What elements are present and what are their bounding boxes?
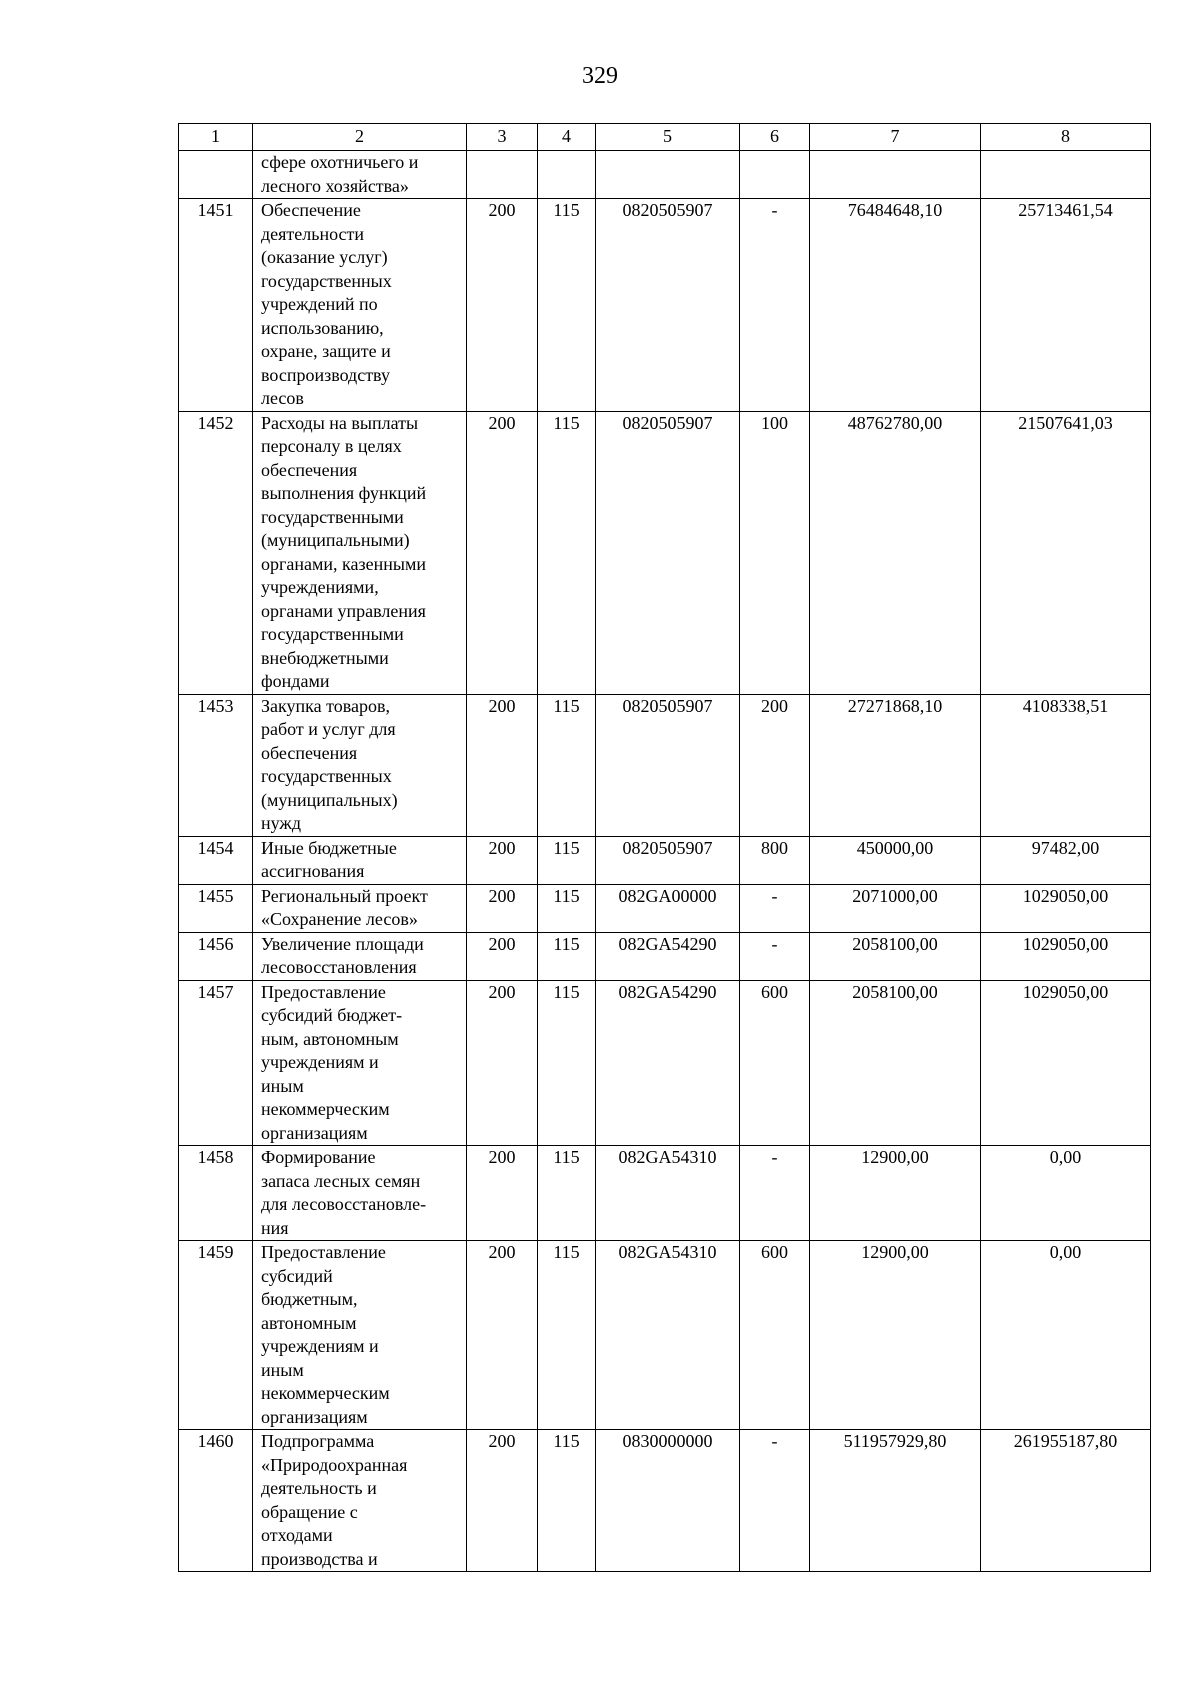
- cell-col-4: 115: [538, 884, 596, 932]
- column-header-3: 3: [467, 124, 538, 151]
- column-header-6: 6: [740, 124, 810, 151]
- item-name-text: Иные бюджетные ассигнования: [261, 837, 397, 881]
- cell-col-5: 082GA54310: [596, 1241, 740, 1430]
- cell-col-3: 200: [467, 980, 538, 1146]
- page-number: 329: [582, 63, 618, 89]
- cell-item-name: [253, 836, 467, 884]
- cell-line-number: 1452: [179, 411, 253, 694]
- cell-col-6: -: [740, 1146, 810, 1241]
- cell-col-3: 200: [467, 694, 538, 836]
- table-row: [179, 932, 1151, 980]
- cell-col-7: 2058100,00: [810, 932, 981, 980]
- cell-col-3: 200: [467, 411, 538, 694]
- item-name-text: Подпрограмма «Природоохранная деятельность и обращение с отходами производства и: [261, 1431, 408, 1569]
- table-header-row: [179, 124, 1151, 151]
- cell-item-name: [253, 932, 467, 980]
- item-name-text: Предоставление субсидий бюджетным, автономным учреждениям и иным некоммерческим организациям: [261, 1242, 390, 1427]
- cell-col-8: 0,00: [981, 1146, 1151, 1241]
- table-row: [179, 884, 1151, 932]
- item-name-text: Предоставление субсидий бюджет- ным, автономным учреждениям и иным некоммерческим организациям: [261, 981, 403, 1143]
- table-row: [179, 151, 1151, 199]
- cell-col-8: 1029050,00: [981, 884, 1151, 932]
- cell-item-name: [253, 694, 467, 836]
- cell-col-3: 200: [467, 199, 538, 412]
- cell-col-5: [596, 151, 740, 199]
- cell-line-number: 1459: [179, 1241, 253, 1430]
- cell-col-5: 082GA54290: [596, 980, 740, 1146]
- table-body: [179, 151, 1151, 1572]
- cell-col-5: 0820505907: [596, 199, 740, 412]
- cell-col-4: 115: [538, 1241, 596, 1430]
- cell-col-7: 27271868,10: [810, 694, 981, 836]
- cell-col-5: 0820505907: [596, 694, 740, 836]
- cell-col-4: [538, 151, 596, 199]
- cell-col-5: 082GA54290: [596, 932, 740, 980]
- column-header-5: 5: [596, 124, 740, 151]
- cell-col-7: 2071000,00: [810, 884, 981, 932]
- cell-col-7: [810, 151, 981, 199]
- column-header-1: 1: [179, 124, 253, 151]
- cell-col-4: 115: [538, 411, 596, 694]
- cell-item-name: [253, 411, 467, 694]
- cell-item-name: [253, 1146, 467, 1241]
- cell-col-7: 76484648,10: [810, 199, 981, 412]
- column-header-8: 8: [981, 124, 1151, 151]
- item-name-text: Обеспечение деятельности (оказание услуг) государственных учреждений по использованию, охране, защите и воспроизводству лесов: [261, 200, 392, 408]
- cell-col-8: 4108338,51: [981, 694, 1151, 836]
- cell-item-name: [253, 199, 467, 412]
- cell-col-8: [981, 151, 1151, 199]
- cell-line-number: 1460: [179, 1430, 253, 1572]
- table-row: [179, 1146, 1151, 1241]
- cell-line-number: 1456: [179, 932, 253, 980]
- cell-line-number: 1457: [179, 980, 253, 1146]
- table-row: [179, 836, 1151, 884]
- cell-col-8: 1029050,00: [981, 980, 1151, 1146]
- cell-col-7: 450000,00: [810, 836, 981, 884]
- cell-line-number: 1458: [179, 1146, 253, 1241]
- table-row: [179, 980, 1151, 1146]
- cell-col-6: -: [740, 884, 810, 932]
- cell-col-8: 261955187,80: [981, 1430, 1151, 1572]
- cell-item-name: [253, 980, 467, 1146]
- cell-col-6: 600: [740, 1241, 810, 1430]
- table-row: [179, 411, 1151, 694]
- table-row: [179, 1241, 1151, 1430]
- cell-col-3: 200: [467, 1241, 538, 1430]
- cell-line-number: 1454: [179, 836, 253, 884]
- cell-col-6: 800: [740, 836, 810, 884]
- cell-col-8: 25713461,54: [981, 199, 1151, 412]
- cell-col-8: 21507641,03: [981, 411, 1151, 694]
- cell-col-4: 115: [538, 694, 596, 836]
- cell-col-5: 082GA00000: [596, 884, 740, 932]
- cell-col-3: 200: [467, 884, 538, 932]
- table-row: [179, 199, 1151, 412]
- cell-col-4: 115: [538, 1146, 596, 1241]
- cell-col-3: 200: [467, 836, 538, 884]
- cell-line-number: 1453: [179, 694, 253, 836]
- column-header-4: 4: [538, 124, 596, 151]
- cell-col-8: 97482,00: [981, 836, 1151, 884]
- item-name-text: Региональный проект «Сохранение лесов»: [261, 885, 428, 929]
- item-name-text: сфере охотничьего и лесного хозяйства»: [261, 152, 419, 196]
- cell-item-name: [253, 151, 467, 199]
- cell-line-number: 1455: [179, 884, 253, 932]
- item-name-text: Формирование запаса лесных семян для лесовосстановле- ния: [261, 1147, 427, 1238]
- cell-col-3: [467, 151, 538, 199]
- cell-col-6: [740, 151, 810, 199]
- cell-col-7: 48762780,00: [810, 411, 981, 694]
- cell-line-number: 1451: [179, 199, 253, 412]
- table-row: [179, 694, 1151, 836]
- cell-col-6: -: [740, 1430, 810, 1572]
- cell-col-5: 082GA54310: [596, 1146, 740, 1241]
- item-name-text: Закупка товаров, работ и услуг для обеспечения государственных (муниципальных) нужд: [261, 695, 398, 833]
- cell-col-3: 200: [467, 1146, 538, 1241]
- cell-col-7: 511957929,80: [810, 1430, 981, 1572]
- cell-col-6: -: [740, 932, 810, 980]
- cell-col-6: 200: [740, 694, 810, 836]
- budget-table: [178, 123, 1151, 1572]
- cell-col-6: 100: [740, 411, 810, 694]
- cell-col-4: 115: [538, 199, 596, 412]
- cell-col-4: 115: [538, 836, 596, 884]
- cell-col-7: 12900,00: [810, 1146, 981, 1241]
- cell-col-4: 115: [538, 1430, 596, 1572]
- cell-item-name: [253, 884, 467, 932]
- cell-item-name: [253, 1241, 467, 1430]
- cell-line-number: [179, 151, 253, 199]
- item-name-text: Увеличение площади лесовосстановления: [261, 933, 424, 977]
- cell-col-3: 200: [467, 1430, 538, 1572]
- item-name-text: Расходы на выплаты персоналу в целях обеспечения выполнения функций государственными (муниципальными) органами, казенными учреждениями, органами управления государственными внебюджетными фондами: [261, 412, 427, 691]
- cell-item-name: [253, 1430, 467, 1572]
- cell-col-5: 0830000000: [596, 1430, 740, 1572]
- cell-col-7: 2058100,00: [810, 980, 981, 1146]
- cell-col-8: 1029050,00: [981, 932, 1151, 980]
- cell-col-7: 12900,00: [810, 1241, 981, 1430]
- column-header-7: 7: [810, 124, 981, 151]
- cell-col-4: 115: [538, 932, 596, 980]
- column-header-2: 2: [253, 124, 467, 151]
- table-row: [179, 1430, 1151, 1572]
- cell-col-3: 200: [467, 932, 538, 980]
- cell-col-5: 0820505907: [596, 836, 740, 884]
- cell-col-6: 600: [740, 980, 810, 1146]
- cell-col-5: 0820505907: [596, 411, 740, 694]
- cell-col-6: -: [740, 199, 810, 412]
- cell-col-8: 0,00: [981, 1241, 1151, 1430]
- cell-col-4: 115: [538, 980, 596, 1146]
